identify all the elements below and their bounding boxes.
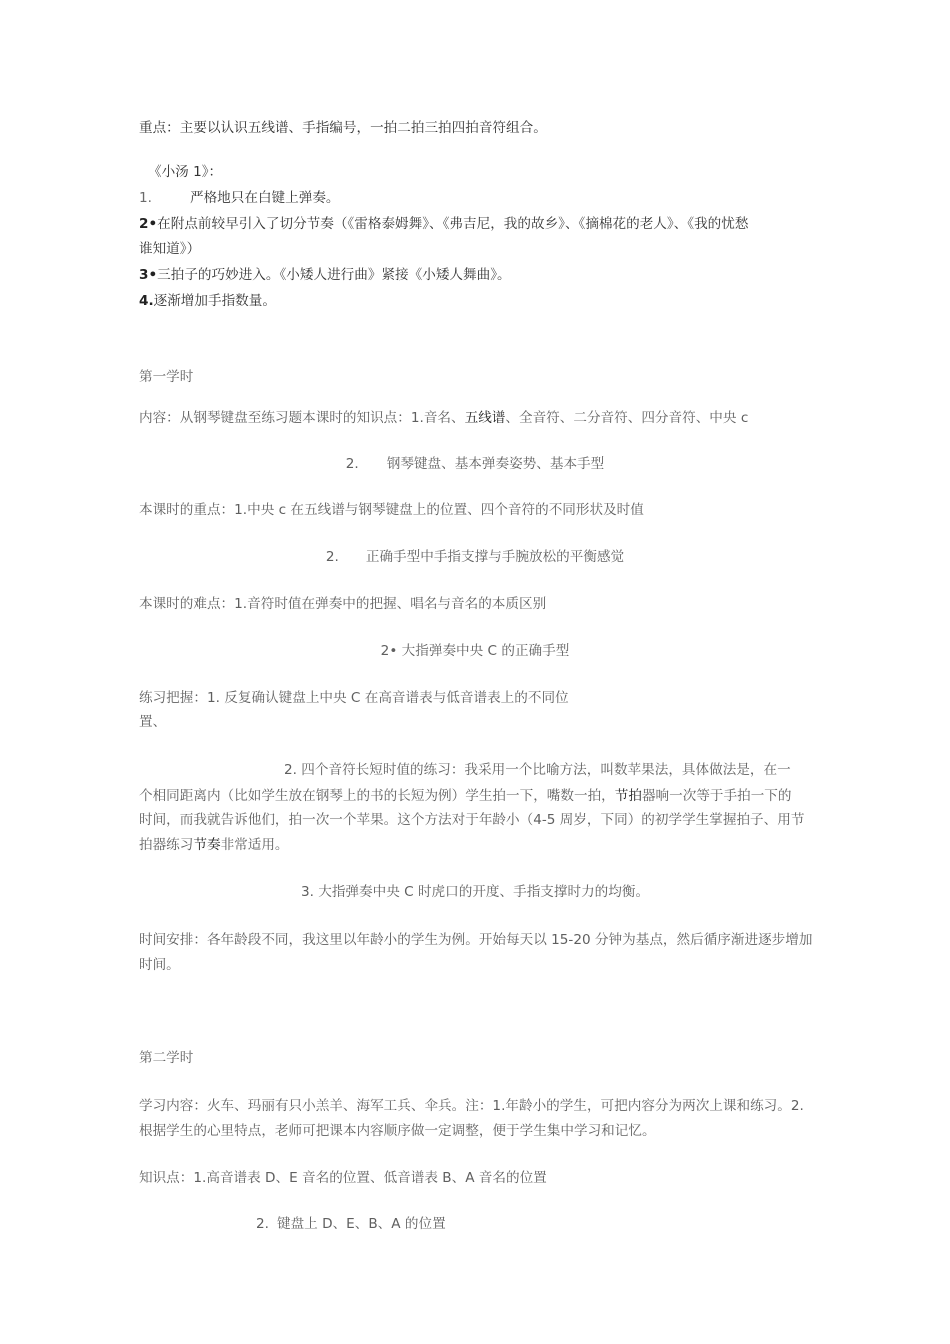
content-text: 内容：从钢琴键盘至练习题本课时的知识点：1.音名、 xyxy=(139,410,465,426)
intro-item-2 xyxy=(139,214,748,234)
intro-item-1 xyxy=(139,188,340,208)
practice-point-2-line-d xyxy=(139,835,289,855)
item-text: 逐渐增加手指数量。 xyxy=(153,293,276,309)
lesson-1-difficulty-line: 本课时的难点：1.音符时值在弹奏中的把握、唱名与音名的本质区别 xyxy=(139,596,547,612)
practice-text: 拍器练习 xyxy=(139,837,194,853)
intro-item-2-continued: 谁知道》） xyxy=(139,241,201,257)
point-number: 2. xyxy=(345,456,359,472)
key-points-line: 重点：主要以认识五线谱、手指编号，一拍二拍三拍四拍音符组合。 xyxy=(139,120,547,136)
point-number: 2. xyxy=(325,549,339,565)
item-text: 在附点前较早引入了切分节奏（《雷格泰姆舞》、《弗吉尼，我的故乡》、《摘棉花的老人》、《我的忧愁 xyxy=(157,216,749,232)
point-text: 钢琴键盘、基本弹奏姿势、基本手型 xyxy=(386,456,605,472)
schedule-line: 时间安排：各年龄段不同，我这里以年龄小的学生为例。开始每天以 15-20 分钟为基点，然后循序渐进逐步增加 xyxy=(139,932,813,948)
practice-text: 器响一次等于手拍一下的 xyxy=(641,788,792,804)
item-number: 4. xyxy=(139,293,154,309)
intro-item-3 xyxy=(139,265,511,285)
practice-point-2-line-c: 时间，而我就告诉他们，拍一次一个苹果。这个方法对于年龄小（4-5 周岁，下同）的初学学生掌握拍子、用节 xyxy=(139,812,805,828)
practice-emphasis: 节奏 xyxy=(193,837,221,853)
practice-emphasis: 节拍 xyxy=(614,788,642,804)
book-title: 《小汤 1》： xyxy=(148,164,223,180)
point-number: 2. xyxy=(256,1216,269,1232)
practice-point-1-continued: 置、 xyxy=(139,714,167,730)
point-text: 正确手型中手指支撑与手腕放松的平衡感觉 xyxy=(365,549,625,565)
point-text: 键盘上 D、E、B、A 的位置 xyxy=(277,1216,446,1232)
practice-point-3: 3. 大指弹奏中央 C 时虎口的开度、手指支撑时力的均衡。 xyxy=(300,884,650,900)
lesson-1-content-point-2 xyxy=(0,454,950,474)
practice-point-2-line-b xyxy=(139,786,792,806)
lesson-2-content-line: 学习内容：火车、玛丽有只小羔羊、海军工兵、伞兵。注：1.年龄小的学生，可把内容分为两次上课和练习。2. xyxy=(139,1098,804,1114)
item-number: 3• xyxy=(139,267,158,283)
item-text: 三拍子的巧妙进入。《小矮人进行曲》紧接《小矮人舞曲》。 xyxy=(157,267,511,283)
item-number: 1. xyxy=(139,190,152,206)
intro-item-4 xyxy=(139,291,276,311)
practice-point-2: 2. 四个音符长短时值的练习：我采用一个比喻方法，叫数苹果法，具体做法是，在一 xyxy=(284,762,791,778)
lesson-2-title: 第二学时 xyxy=(139,1050,194,1066)
lesson-1-title: 第一学时 xyxy=(139,369,194,385)
lesson-2-knowledge-point-2 xyxy=(256,1214,446,1234)
lesson-1-content-line xyxy=(139,408,748,428)
practice-point-1: 练习把握：1. 反复确认键盘上中央 C 在高音谱表与低音谱表上的不同位 xyxy=(139,690,569,706)
content-emphasis: 五线谱 xyxy=(464,410,506,426)
item-number: 2• xyxy=(139,216,158,232)
schedule-line-continued: 时间。 xyxy=(139,957,180,973)
lesson-2-content-continued: 根据学生的心里特点，老师可把课本内容顺序做一定调整，便于学生集中学习和记忆。 xyxy=(139,1123,656,1139)
practice-text: 个相同距离内（比如学生放在钢琴上的书的长短为例）学生拍一下，嘴数一拍， xyxy=(139,788,615,804)
lesson-1-difficulty-point-2: 2• 大指弹奏中央 C 的正确手型 xyxy=(380,643,570,659)
lesson-2-knowledge-line: 知识点：1.高音谱表 D、E 音名的位置、低音谱表 B、A 音名的位置 xyxy=(139,1170,547,1186)
content-text: 、全音符、二分音符、四分音符、中央 c xyxy=(505,410,749,426)
item-text: 严格地只在白键上弹奏。 xyxy=(190,190,340,206)
practice-text: 非常适用。 xyxy=(220,837,289,853)
lesson-1-focus-point-2 xyxy=(0,547,950,567)
lesson-1-focus-line: 本课时的重点：1.中央 c 在五线谱与钢琴键盘上的位置、四个音符的不同形状及时值 xyxy=(139,502,644,518)
